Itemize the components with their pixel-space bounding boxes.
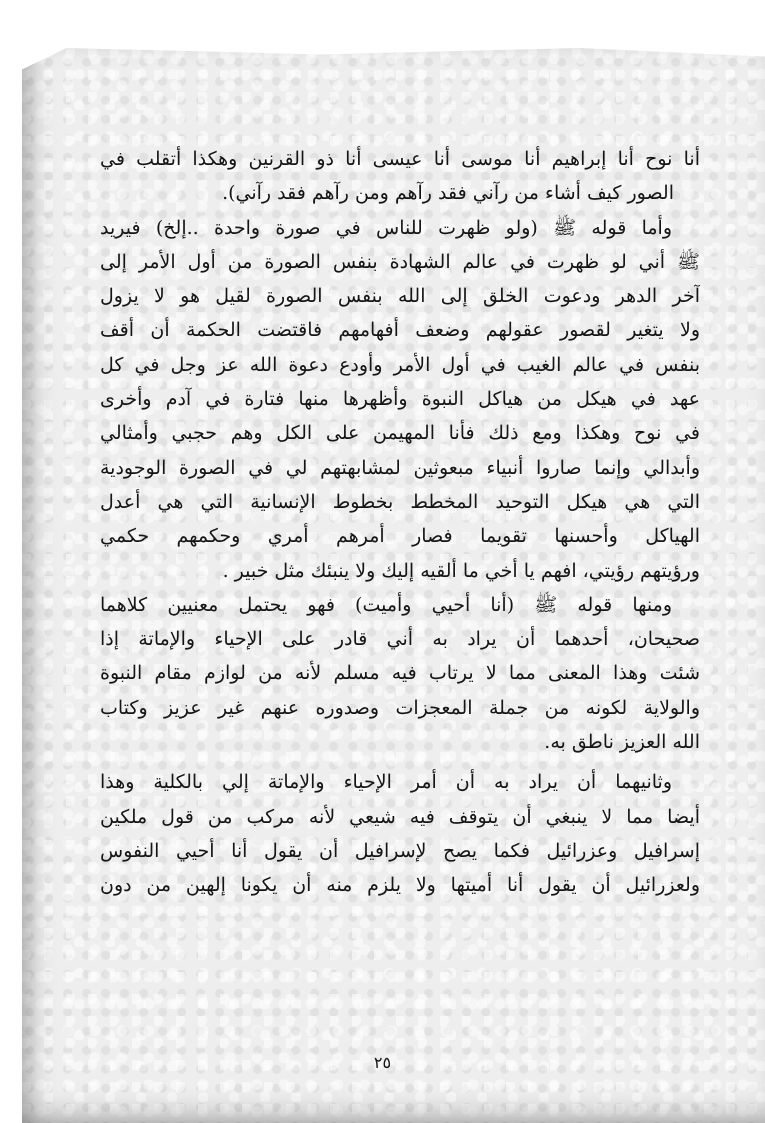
text-line: إسرافيل وعزرائيل فكما يصح لإسرافيل أن يقول أنا أحيي النفوس <box>100 839 700 862</box>
text-line: آخر الدهر ودعوت الخلق إلى الله بنفس الصورة لقيل هو لا يزول <box>100 285 700 308</box>
text-line: شئت وهذا المعنى مما لا يرتاب فيه مسلم لأنه من لوازم مقام النبوة <box>100 662 700 685</box>
text-line: الصور كيف أشاء من رآني فقد رآهم ومن رآهم فقد رآني). <box>222 182 674 205</box>
text-line: بنفس في عالم الغيب في أول الأمر وأودع دعوة الله عز وجل في كل <box>100 353 700 376</box>
text-line: أيضا مما لا ينبغي أن يتوقف فيه شيعي لأنه مركب من قول ملكين <box>100 805 700 828</box>
text-line: ورؤيتهم رؤيتي، افهم يا أخي ما ألقيه إليك ولا ينبئك مثل خبير . <box>222 559 700 582</box>
text-line: عهد في هيكل من هياكل النبوة وأظهرها منها فتارة في آدم وأخرى <box>100 388 700 411</box>
text-line: ﷺ أني لو ظهرت في عالم الشهادة بنفس الصورة من أول الأمر إلى <box>100 250 700 273</box>
text-line: أنا نوح أنا إبراهيم أنا موسى أنا عيسى أنا ذو القرنين وهكذا أتقلب في <box>100 148 700 170</box>
text-line: في نوح وهكذا ومع ذلك فأنا المهيمن على الكل وهم حجبي وأمثالي <box>100 422 700 445</box>
text-line: الهياكل وأحسنها تقويما فصار أمرهم أمري وحكمهم حكمي <box>100 525 700 548</box>
text-line: وثانيهما أن يراد به أن أمر الإحياء والإماتة إلي بالكلية وهذا <box>100 771 672 794</box>
text-line: ولا يتغير لقصور عقولهم وضعف أفهامهم فاقتضت الحكمة أن أقف <box>100 319 700 342</box>
text-line: الله العزيز ناطق به. <box>544 731 700 754</box>
text-line: التي هي هيكل التوحيد المخطط بخطوط الإنسانية التي هي أعدل <box>100 490 700 513</box>
text-line: صحيحان، أحدهما أن يراد به أني قادر على الإحياء والإماتة إذا <box>100 628 700 651</box>
page-number: ٢٥ <box>373 1053 392 1072</box>
text-line: والولاية لكونه من جملة المعجزات وصدوره عنهم غير عزيز وكتاب <box>100 696 700 719</box>
text-line: وأما قوله ﷺ (ولو ظهرت للناس في صورة واحدة ..إلخ) فيريد <box>100 216 672 239</box>
text-line: ولعزرائيل أن يقول أنا أميتها ولا يلزم منه أن يكونا إلهين من دون <box>100 874 700 897</box>
text-line: وأبدالي وإنما صاروا أنبياء مبعوثين لمشابهتهم لي في الصورة الوجودية <box>100 456 700 479</box>
page-body <box>100 142 700 903</box>
text-line: ومنها قوله ﷺ (أنا أحيي وأميت) فهو يحتمل معنيين كلاهما <box>100 593 672 616</box>
